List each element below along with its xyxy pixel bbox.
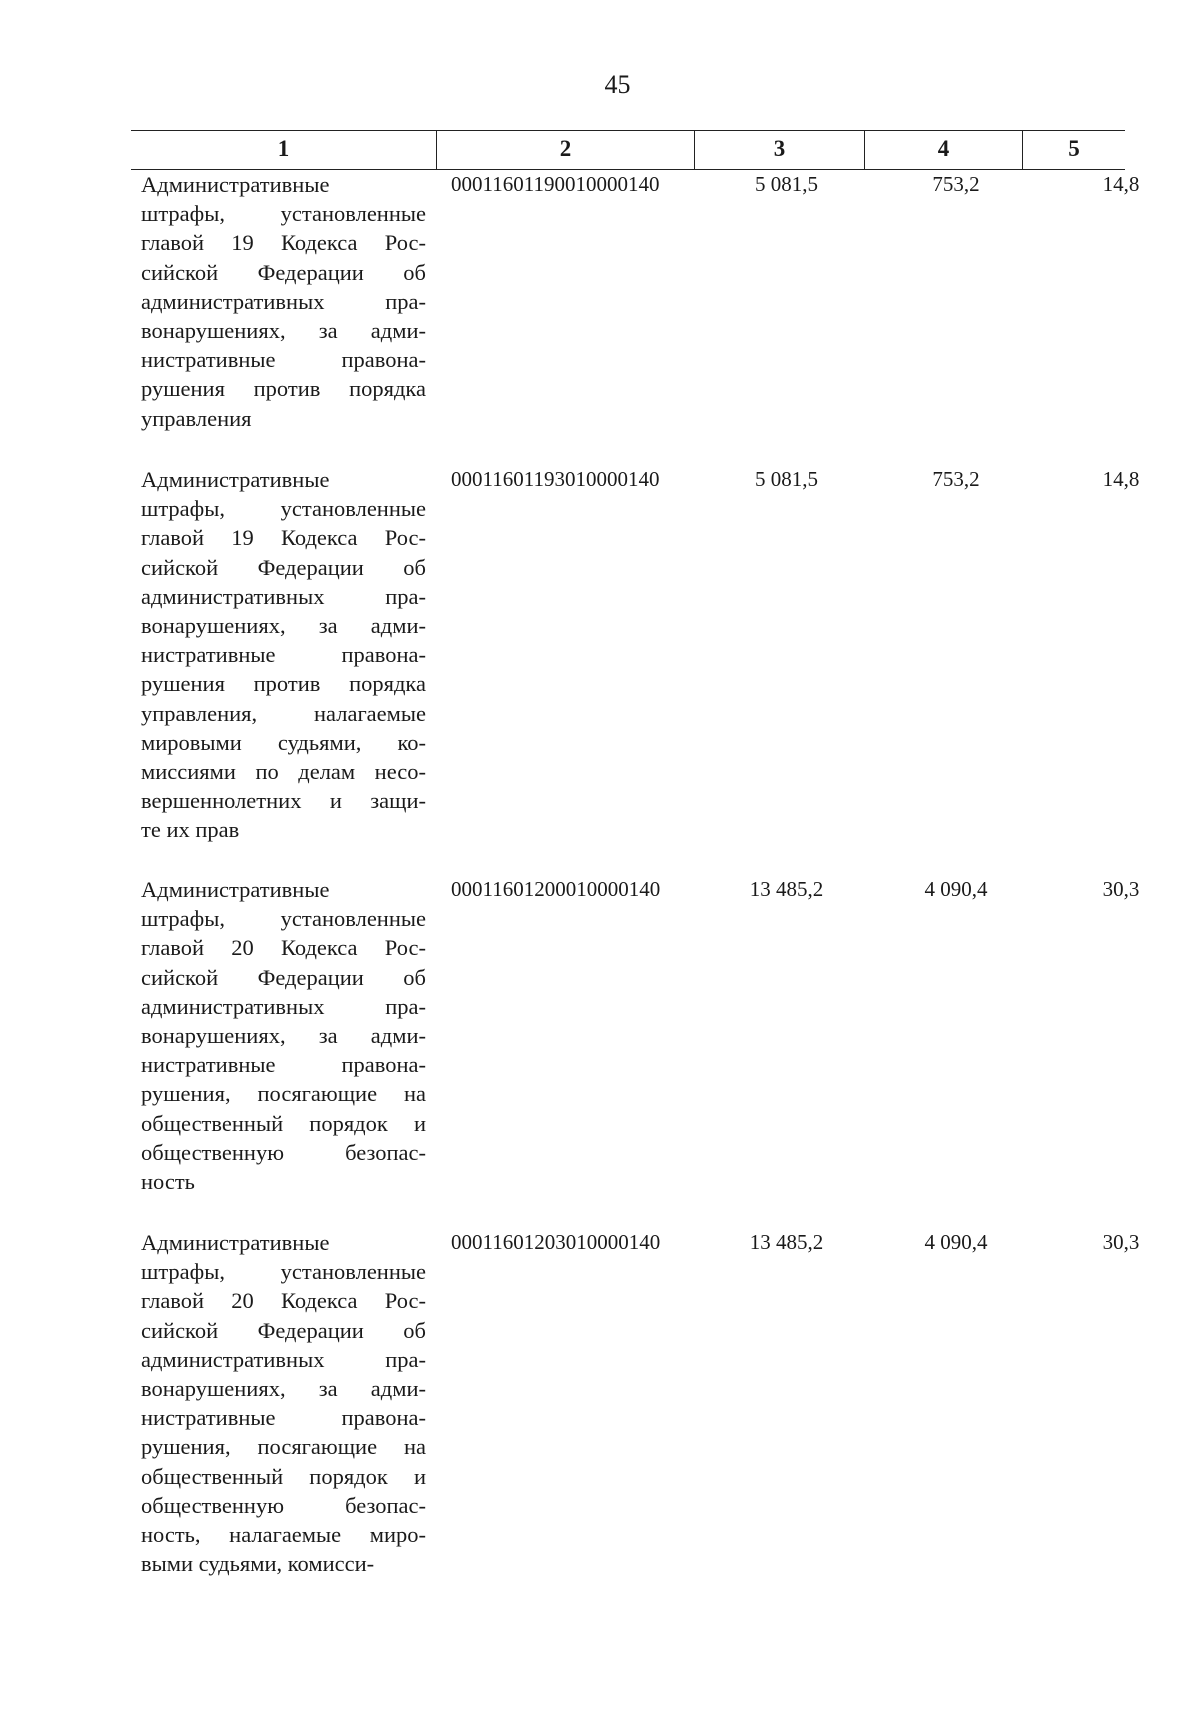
- description-line: штрафы, установленные: [141, 906, 426, 932]
- description-line: сийской Федерации об: [141, 554, 426, 580]
- description-line: нистративные правона-: [141, 347, 426, 373]
- description-line: общественный порядок и: [141, 1110, 426, 1136]
- description-line: рушения против порядка: [141, 671, 426, 697]
- description-line: нистративные правона-: [141, 642, 426, 668]
- description-line: главой 19 Кодекса Рос-: [141, 230, 426, 256]
- description-line: нистративные правона-: [141, 1405, 426, 1431]
- description-line: штрафы, установленные: [141, 201, 426, 227]
- description-line: вонарушениях, за адми-: [141, 1376, 426, 1402]
- header-col-4: 4: [864, 131, 1022, 169]
- description-line: ность, налагаемые миро-: [141, 1522, 426, 1548]
- row-description: [141, 170, 426, 433]
- description-line: рушения, посягающие на: [141, 1081, 426, 1107]
- description-line: управления, налагаемые: [141, 700, 426, 726]
- header-col-2: 2: [436, 131, 694, 169]
- description-line: сийской Федерации об: [141, 259, 426, 285]
- description-line: общественный порядок и: [141, 1463, 426, 1489]
- description-line: штрафы, установленные: [141, 1259, 426, 1285]
- description-line: миссиями по делам несо-: [141, 759, 426, 785]
- row-col4: 4 090,4: [924, 1230, 988, 1254]
- description-line: административных пра-: [141, 993, 426, 1019]
- row-code: 00011601203010000140: [451, 1230, 661, 1254]
- row-col3: 13 485,2: [749, 877, 824, 901]
- description-line: выми судьями, комисси-: [141, 1551, 375, 1577]
- description-line: административных пра-: [141, 1346, 426, 1372]
- description-line: административных пра-: [141, 288, 426, 314]
- description-line: управления: [141, 405, 252, 431]
- row-col3: 13 485,2: [749, 1230, 824, 1254]
- description-line: Административные: [141, 1230, 330, 1255]
- description-line: Административные: [141, 467, 330, 492]
- description-line: общественную безопас-: [141, 1492, 426, 1518]
- row-description: [141, 465, 426, 845]
- description-line: вонарушениях, за адми-: [141, 1023, 426, 1049]
- page-number: 45: [604, 70, 631, 99]
- description-line: Административные: [141, 172, 330, 197]
- row-description: [141, 875, 426, 1196]
- description-line: нистративные правона-: [141, 1052, 426, 1078]
- description-line: административных пра-: [141, 583, 426, 609]
- row-col5: 30,3: [1102, 877, 1140, 901]
- description-line: ность: [141, 1169, 195, 1195]
- row-col3: 5 081,5: [755, 467, 818, 491]
- row-col3: 5 081,5: [755, 172, 818, 196]
- row-code: 00011601193010000140: [451, 467, 660, 491]
- header-col-5: 5: [1022, 131, 1125, 169]
- description-line: общественную безопас-: [141, 1139, 426, 1165]
- description-line: мировыми судьями, ко-: [141, 729, 426, 755]
- description-line: сийской Федерации об: [141, 964, 426, 990]
- description-line: те их прав: [141, 817, 240, 843]
- row-col4: 4 090,4: [924, 877, 988, 901]
- description-line: главой 19 Кодекса Рос-: [141, 525, 426, 551]
- description-line: штрафы, установленные: [141, 496, 426, 522]
- description-line: вершеннолетних и защи-: [141, 788, 426, 814]
- description-line: главой 20 Кодекса Рос-: [141, 1288, 426, 1314]
- header-col-1: 1: [277, 136, 290, 161]
- description-line: главой 20 Кодекса Рос-: [141, 935, 426, 961]
- row-col4: 753,2: [932, 467, 980, 491]
- description-line: Административные: [141, 877, 330, 902]
- row-col4: 753,2: [932, 172, 980, 196]
- description-line: вонарушениях, за адми-: [141, 613, 426, 639]
- table-header: [131, 130, 1125, 170]
- row-col5: 14,8: [1102, 172, 1140, 196]
- header-col-3: 3: [694, 131, 864, 169]
- row-code: 00011601200010000140: [451, 877, 661, 901]
- description-line: рушения, посягающие на: [141, 1434, 426, 1460]
- description-line: вонарушениях, за адми-: [141, 318, 426, 344]
- row-description: [141, 1228, 426, 1578]
- description-line: сийской Федерации об: [141, 1317, 426, 1343]
- row-col5: 14,8: [1102, 467, 1140, 491]
- description-line: рушения против порядка: [141, 376, 426, 402]
- row-col5: 30,3: [1102, 1230, 1140, 1254]
- row-code: 00011601190010000140: [451, 172, 660, 196]
